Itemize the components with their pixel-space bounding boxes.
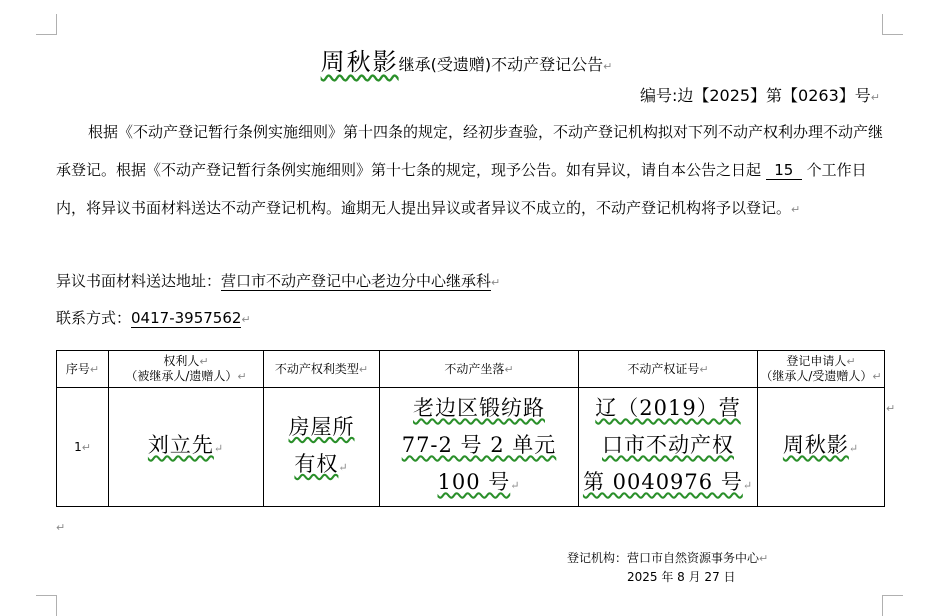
registration-table [56,350,885,507]
title-rest: 继承(受遗赠)不动产登记公告 [398,55,604,74]
header-right-type: 不动产权利类型↵ [264,351,380,388]
paragraph-mark-icon: ↵ [241,313,251,326]
title-name: 周秋影 [320,48,399,76]
cell-cert-no: 辽（2019）营 口市不动产权 第 0040976 号↵ [579,388,758,507]
registration-authority: 登记机构：营口市自然资源事务中心↵ [567,551,769,565]
address-label: 异议书面材料送达地址： [56,272,222,290]
header-location: 不动产坐落↵ [380,351,579,388]
paragraph-mark-icon: ↵ [870,91,880,104]
body-part-2: 个工作日内，将异议书面材料送达不动产登记机构。逾期无人提出异议或者异议不成立的，不动产登记机构将予以登记。 [56,161,867,217]
cell-seq: 1↵ [57,388,109,507]
row-end-mark-icon: ↵ [886,402,896,415]
objection-days: 15 [766,161,802,180]
paragraph-mark-icon: ↵ [603,60,613,73]
contact-info [56,307,251,328]
document-number [500,83,880,106]
paragraph-mark-icon: ↵ [56,521,66,534]
notice-body [56,113,884,229]
objection-address [56,270,500,291]
table-header-row [57,351,885,388]
header-holder: 权利人↵ （被继承人/遗赠人）↵ [109,351,264,388]
header-applicant: 登记申请人↵ （继承人/受遗赠人）↵ [758,351,885,388]
body-part-1: 根据《不动产登记暂行条例实施细则》第十四条的规定，经初步查验，不动产登记机构拟对下列不动产权利办理不动产继承登记。根据《不动产登记暂行条例实施细则》第十七条的规定，现予公告。如有异议，请自本公告之日起 [56,123,884,179]
address-value: 营口市不动产登记中心老边分中心继承科 [221,272,492,290]
header-cert-no: 不动产权证号↵ [579,351,758,388]
notice-date: 2025 年 8 月 27 日 [627,570,736,584]
cell-right-type: 房屋所 有权↵ [264,388,380,507]
document-number-text: 编号:边【2025】第【0263】号 [639,86,871,105]
contact-label: 联系方式： [56,309,132,327]
table-row [57,388,885,507]
cell-holder: 刘立先↵ [109,388,264,507]
cell-location: 老边区锻纺路 77-2 号 2 单元 100 号↵ [380,388,579,507]
paragraph-mark-icon: ↵ [491,276,501,289]
paragraph-mark-icon: ↵ [791,203,801,216]
header-seq: 序号↵ [57,351,109,388]
cell-applicant: 周秋影↵ [758,388,885,507]
notice-title [0,42,933,77]
crop-mark-top-right [882,14,903,35]
crop-mark-top-left [36,14,57,35]
contact-phone: 0417-3957562 [131,309,242,327]
